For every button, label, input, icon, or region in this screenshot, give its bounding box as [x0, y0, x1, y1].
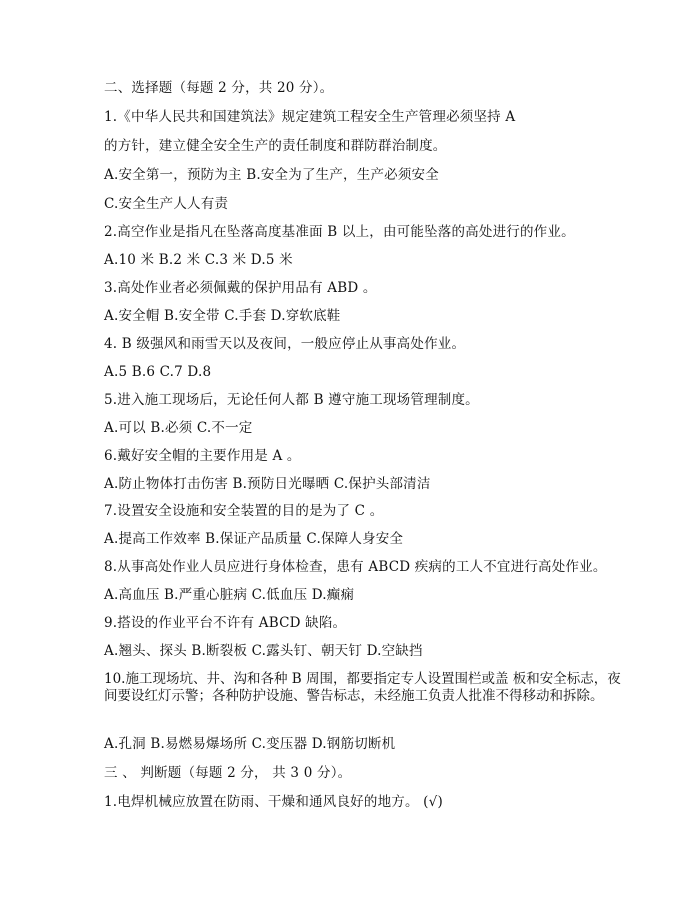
question-9-options: A.翘头、探头 B.断裂板 C.露头钉、朝天钉 D.空缺挡	[104, 643, 423, 659]
question-7-options: A.提高工作效率 B.保证产品质量 C.保障人身安全	[104, 531, 404, 547]
question-2: 2.高空作业是指凡在坠落高度基准面 B 以上，由可能坠落的高处进行的作业。	[104, 224, 575, 240]
question-4: 4. B 级强风和雨雪天以及夜间，一般应停止从事高处作业。	[104, 336, 466, 352]
question-5: 5.进入施工现场后，无论任何人都 B 遵守施工现场管理制度。	[104, 392, 479, 408]
question-3-options: A.安全帽 B.安全带 C.手套 D.穿软底鞋	[104, 308, 341, 324]
question-10-options: A.孔洞 B.易燃易爆场所 C.变压器 D.钢筋切断机	[104, 736, 396, 752]
question-8: 8.从事高处作业人员应进行身体检查，患有 ABCD 疾病的工人不宜进行高处作业。	[104, 559, 607, 575]
question-1-continued: 的方针，建立健全安全生产的责任制度和群防群治制度。	[104, 138, 447, 154]
question-4-options: A.5 B.6 C.7 D.8	[104, 364, 212, 380]
question-3: 3.高处作业者必须佩戴的保护用品有 ABD 。	[104, 280, 377, 296]
question-2-options: A.10 米 B.2 米 C.3 米 D.5 米	[104, 252, 293, 268]
question-1: 1.《中华人民共和国建筑法》规定建筑工程安全生产管理必须坚持 A	[104, 109, 516, 125]
question-10: 10.施工现场坑、井、沟和各种 B 周围，都要指定专人设置围栏或盖 板和安全标志，夜间要设红灯示警；各种防护设施、警告标志，未经施工负责人批准不得移动和拆除。	[104, 671, 621, 704]
question-6-options: A.防止物体打击伤害 B.预防日光曝晒 C.保护头部清洁	[104, 476, 431, 492]
question-1-options-a-b: A.安全第一，预防为主 B.安全为了生产，生产必须安全	[104, 167, 439, 183]
question-1-option-c: C.安全生产人人有责	[104, 196, 229, 212]
question-8-options: A.高血压 B.严重心脏病 C.低血压 D.癫痫	[104, 587, 355, 603]
judgement-question-1: 1.电焊机械应放置在防雨、干燥和通风良好的地方。 (√)	[104, 794, 443, 810]
question-7: 7.设置安全设施和安全装置的目的是为了 C 。	[104, 503, 384, 519]
section-heading-judgement: 三 、 判断题（每题 2 分， 共 3 0 分）。	[104, 765, 352, 781]
section-heading-choice: 二、选择题（每题 2 分，共 20 分）。	[104, 80, 334, 96]
question-6: 6.戴好安全帽的主要作用是 A 。	[104, 448, 301, 464]
question-9: 9.搭设的作业平台不许有 ABCD 缺陷。	[104, 615, 347, 631]
question-5-options: A.可以 B.必须 C.不一定	[104, 420, 253, 436]
